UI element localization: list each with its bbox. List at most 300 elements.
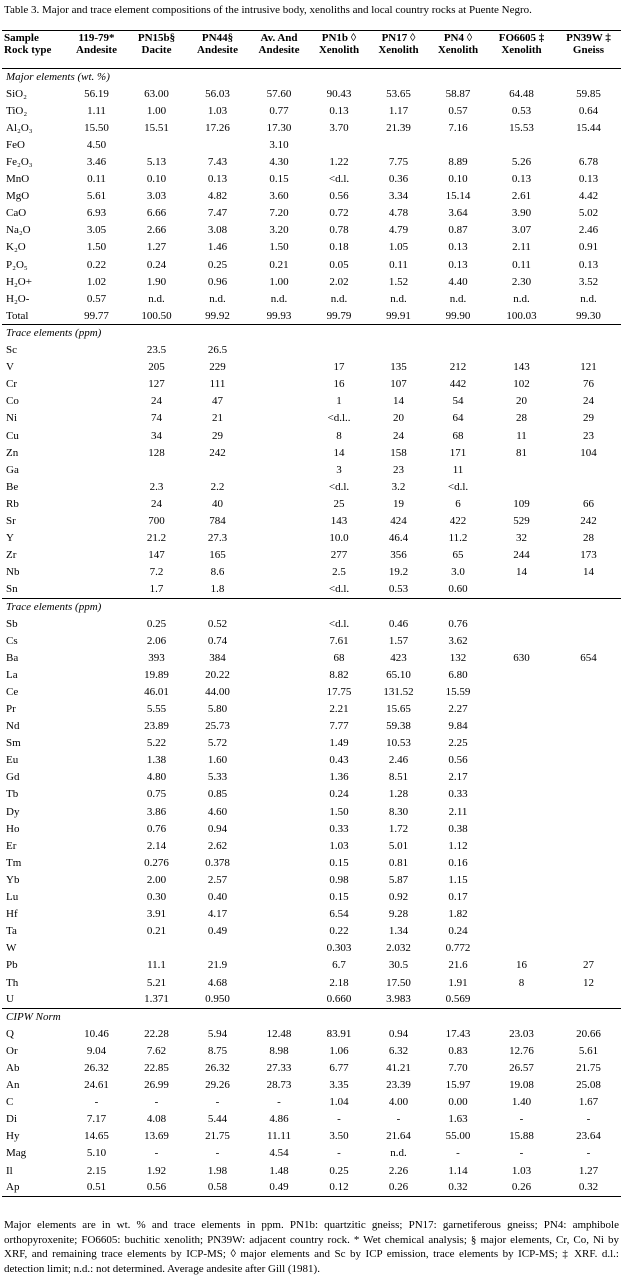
table-cell: 2.5 [332,566,346,579]
table-row [2,1094,621,1111]
table-cell [248,821,310,838]
row-label: MnO [6,173,30,186]
row-label: Fe₂O₃ [6,156,33,169]
table-cell: 41.21 [386,1061,411,1074]
table-cell [67,735,126,752]
table-cell [126,462,187,479]
table-cell [67,906,126,923]
table-row [2,684,621,701]
table-cell: 1.02 [86,275,107,288]
column-rock-type: Andesite [76,44,117,56]
table-cell [556,633,621,650]
table-cell [67,393,126,410]
table-cell: - [215,1096,220,1109]
table-cell: 15.59 [445,685,471,698]
table-cell: 5.80 [207,703,228,716]
table-row [2,103,621,120]
table-cell: 3.03 [146,190,167,203]
table-cell: 74 [151,412,162,425]
column-header [248,31,310,69]
row-label: Co [6,395,19,408]
table-cell: 7.62 [146,1044,167,1057]
table-cell [248,479,310,496]
table-cell: 1.15 [448,873,468,886]
table-cell [248,667,310,684]
table-cell: 0.53 [511,104,532,117]
table-cell: 6.93 [86,207,107,220]
table-cell [556,872,621,889]
table-cell: 15.88 [509,1130,534,1143]
table-cell [487,906,556,923]
table-cell: 24.61 [84,1079,109,1092]
table-cell: 17.50 [386,976,411,989]
table-cell: 630 [513,651,530,664]
table-cell: 57.60 [266,87,292,100]
table-cell: 2.27 [448,703,468,716]
table-cell: 6.78 [578,156,599,169]
table-cell [487,701,556,718]
table-cell: 0.53 [388,583,409,596]
table-cell: 19.2 [388,566,409,579]
table-cell: 135 [390,361,407,374]
table-cell: 384 [209,651,226,664]
row-label: Tb [6,788,19,801]
table-cell: 99.77 [84,309,109,322]
table-cell [487,342,556,359]
table-cell: 1.92 [146,1164,167,1177]
table-row [2,154,621,171]
table-cell: 23 [583,429,594,442]
column-sample-id: 119-79* [78,32,115,44]
table-cell: 2.06 [146,634,167,647]
table-cell: 2.2 [210,480,225,493]
table-cell: 1.98 [207,1164,228,1177]
table-cell: 132 [449,651,467,664]
table-row [2,821,621,838]
table-cell: 12 [583,976,594,989]
row-label: Y [6,532,14,545]
table-row [2,940,621,957]
table-cell: 11 [452,463,464,476]
table-row [2,1043,621,1060]
table-cell: 90.43 [326,87,352,100]
row-label: Ce [6,685,19,698]
table-row [2,650,621,667]
table-cell [487,923,556,940]
table-cell: 229 [209,361,226,374]
table-cell: n.d. [209,292,226,305]
table-cell: 10.0 [329,532,349,545]
table-cell: 0.94 [207,822,228,835]
table-cell [67,974,126,991]
table-cell: 1.82 [448,908,468,921]
table-cell: 7.16 [448,121,468,134]
row-label: FeO [6,138,25,151]
table-cell [368,137,429,154]
table-cell: n.d. [449,292,467,305]
table-row [2,906,621,923]
table-cell: 277 [330,549,348,562]
table-cell: 3.62 [448,634,468,647]
table-cell: 1.50 [329,805,349,818]
table-cell: 1.04 [329,1096,349,1109]
table-cell: 0.13 [448,258,468,271]
table-cell: 2.11 [512,241,531,254]
table-cell: 21 [212,412,223,425]
table-cell: 0.56 [126,1180,187,1197]
table-cell [67,667,126,684]
table-cell: 0.21 [269,258,289,271]
table-cell: 1.22 [329,156,349,169]
table-cell: 28.73 [266,1079,292,1092]
table-cell: 0.30 [146,891,167,904]
table-cell [248,752,310,769]
table-cell: 2.46 [388,754,409,767]
table-cell: 0.92 [388,891,409,904]
table-cell: 143 [330,514,348,527]
section-heading-row [2,598,621,615]
table-cell: 2.14 [146,839,167,852]
table-row [2,633,621,650]
table-cell: n.d. [330,292,348,305]
table-cell: 4.17 [207,908,228,921]
table-cell: 0.25 [329,1164,349,1177]
table-cell: - [337,1147,341,1160]
table-cell: 100.50 [141,309,172,322]
table-cell: n.d. [580,292,597,305]
column-rock-type: Andesite [258,44,300,56]
table-cell: 1.00 [146,104,167,117]
table-cell [556,735,621,752]
table-cell [487,855,556,872]
table-cell: 6 [455,497,461,510]
table-cell [248,342,310,359]
table-cell: 4.40 [448,275,468,288]
table-cell: 47 [212,395,223,408]
table-cell: 54 [452,395,464,408]
table-cell: 25.73 [205,720,230,733]
table-row [2,1145,621,1162]
row-label: H₂O- [6,292,30,305]
table-cell: 7.43 [207,156,228,169]
table-cell: 56.03 [205,87,230,100]
table-cell: 5.55 [146,703,167,716]
table-cell [487,752,556,769]
table-cell: 15.50 [84,121,109,134]
table-cell [67,769,126,786]
table-cell [67,633,126,650]
table-cell: 1.38 [146,754,167,767]
table-cell [487,616,556,633]
table-cell: 9.28 [388,908,409,921]
table-cell [248,393,310,410]
table-cell: 700 [148,514,165,527]
table-cell: 2.18 [329,976,349,989]
table-cell: 0.36 [388,173,409,186]
table-cell: 46.4 [388,532,409,545]
table-cell: 7.17 [86,1113,107,1126]
table-cell [67,992,126,1009]
table-cell: - [586,1113,591,1126]
table-cell: 5.02 [578,207,599,220]
table-cell [67,513,126,530]
table-cell: 0.21 [146,925,167,938]
table-cell: 3.70 [329,121,349,134]
table-cell [487,769,556,786]
table-cell: 0.33 [329,822,349,835]
table-cell: 158 [390,446,407,459]
table-cell: n.d. [390,292,407,305]
table-cell: 4.00 [388,1096,409,1109]
table-cell [248,838,310,855]
table-cell: 2.11 [448,805,468,818]
table-cell: 1.28 [388,788,409,801]
table-cell: 0.660 [326,993,352,1006]
table-cell: 11 [516,429,527,442]
table-cell: 2.032 [386,942,411,955]
table-cell: 3.46 [86,156,107,169]
row-label: U [6,993,14,1006]
table-cell: 5.61 [86,190,107,203]
table-cell [67,496,126,513]
table-cell: 0.58 [187,1180,248,1197]
table-cell: 1.57 [388,634,409,647]
table-cell [248,786,310,803]
table-cell: 143 [513,361,530,374]
table-cell: - [456,1147,460,1160]
table-cell: 1.34 [388,925,409,938]
table-cell [556,906,621,923]
table-cell: 2.26 [388,1164,409,1177]
column-header [67,31,126,69]
row-label: Ap [2,1180,67,1197]
table-cell [248,855,310,872]
table-cell: 10.46 [84,1027,109,1040]
table-cell: n.d. [390,1147,407,1160]
section-heading-row [2,325,621,342]
table-cell: 6.66 [146,207,167,220]
column-header [126,31,187,69]
table-cell [67,684,126,701]
table-row [2,547,621,564]
row-label: Sn [6,583,18,596]
table-row [2,1026,621,1043]
table-cell: 0.13 [207,173,228,186]
table-cell [429,137,487,154]
table-cell [67,376,126,393]
table-cell: 2.66 [146,224,167,237]
table-cell: 2.3 [149,480,164,493]
table-cell: 27.3 [207,532,228,545]
row-label: Di [6,1113,17,1126]
table-cell [248,804,310,821]
table-cell [67,410,126,427]
row-label: Sm [6,737,21,750]
table-cell: 26.5 [207,344,228,357]
column-sample-id: PN39W ‡ [566,32,611,44]
table-cell: 44.00 [205,685,230,698]
table-cell [67,359,126,376]
table-cell: 26.99 [144,1079,169,1092]
table-cell: 165 [209,549,226,562]
table-cell: 0.76 [146,822,167,835]
table-cell: 23.89 [144,720,169,733]
row-label: Al₂O₃ [6,121,33,134]
table-cell [248,684,310,701]
row-label: Ga [6,463,19,476]
table-cell: 4.82 [207,190,228,203]
table-cell: 171 [449,446,467,459]
table-cell: 4.80 [146,771,167,784]
table-cell: 4.54 [269,1147,289,1160]
table-cell [248,616,310,633]
table-cell [67,564,126,581]
table-cell: 2.30 [511,275,532,288]
table-cell: 4.60 [207,805,228,818]
row-label: Na₂O [6,224,31,237]
table-cell: 4.78 [388,207,409,220]
table-cell [310,342,368,359]
table-cell: 17.30 [266,121,292,134]
table-cell: 11.2 [448,532,468,545]
table-cell: 24 [151,497,162,510]
table-cell: 5.01 [388,839,409,852]
table-row [2,359,621,376]
table-cell: 3.35 [329,1079,349,1092]
table-cell [556,462,621,479]
table-cell: 26.32 [205,1061,230,1074]
table-cell: 356 [390,549,407,562]
table-cell [368,342,429,359]
column-sample-id: PN1b ◊ [321,32,357,44]
table-cell: 0.15 [329,856,349,869]
table-row [2,872,621,889]
table-cell: 11.11 [267,1130,291,1143]
table-cell: 1.46 [207,241,228,254]
table-cell: 14 [516,566,527,579]
table-cell [248,957,310,974]
table-cell: 0.11 [87,173,106,186]
column-sample-id: PN4 ◊ [443,32,473,44]
table-cell: 17 [333,361,345,374]
row-label: Pr [6,703,16,716]
table-cell [67,650,126,667]
table-cell: 21.9 [207,959,228,972]
table-cell: 68 [452,429,464,442]
table-cell: 27 [583,959,594,972]
table-cell: 2.57 [207,873,228,886]
table-cell: 173 [580,549,597,562]
table-cell: 107 [390,378,407,391]
table-cell: 128 [148,446,165,459]
table-cell: 0.15 [269,173,289,186]
table-cell [556,342,621,359]
table-cell: 0.56 [329,190,349,203]
table-row [2,137,621,154]
row-label: Tm [6,856,22,869]
table-cell [429,342,487,359]
row-label: Ba [6,651,19,664]
table-cell: 109 [513,497,530,510]
table-cell: 0.75 [146,788,167,801]
table-cell: 3.08 [207,224,228,237]
table-cell: - [337,1113,341,1126]
table-row [2,838,621,855]
table-cell: 5.33 [207,771,228,784]
table-row [2,1060,621,1077]
table-cell: 0.94 [388,1027,409,1040]
table-cell [487,838,556,855]
table-cell: 2.46 [578,224,599,237]
table-cell [248,633,310,650]
table-cell [487,633,556,650]
table-cell: 2.17 [448,771,468,784]
row-label: Hf [6,908,18,921]
table-cell: 0.40 [207,891,228,904]
table-cell: 3.50 [329,1130,349,1143]
table-cell: 0.49 [207,925,228,938]
header-sample-label: Sample [4,32,39,44]
table-cell: 0.87 [448,224,468,237]
table-cell [67,923,126,940]
table-cell: 0.64 [578,104,599,117]
table-cell: 1.05 [388,241,409,254]
table-cell: 23.03 [509,1027,534,1040]
table-cell [67,889,126,906]
table-cell: 40 [212,497,223,510]
table-cell: 15.51 [144,121,169,134]
table-cell [487,992,556,1009]
table-cell: 1.90 [146,275,167,288]
table-cell: n.d. [513,292,530,305]
table-cell: 22.28 [144,1027,169,1040]
table-cell: 17.75 [326,685,352,698]
table-cell: 58.87 [445,87,471,100]
table-cell [487,889,556,906]
table-cell [556,137,621,154]
table-cell: 0.22 [329,925,349,938]
table-cell: 1.11 [87,104,106,117]
composition-table [2,30,621,1197]
row-label: Be [6,480,19,493]
table-cell: 784 [209,514,226,527]
table-cell: 28 [516,412,527,425]
table-cell [67,530,126,547]
table-cell: 21.75 [205,1130,230,1143]
table-row [2,513,621,530]
table-cell: 0.22 [86,258,107,271]
table-row [2,86,621,103]
table-cell: 20.22 [205,668,230,681]
table-cell: 0.17 [448,891,468,904]
table-cell [556,838,621,855]
table-cell: 0.51 [67,1180,126,1197]
table-cell: 15.44 [576,121,601,134]
table-cell [556,616,621,633]
table-row [2,376,621,393]
table-cell: 59.85 [576,87,601,100]
table-cell: 6.77 [329,1061,349,1074]
table-cell [310,137,368,154]
table-cell [556,889,621,906]
row-label: Cu [6,429,19,442]
table-cell: 0.13 [578,258,599,271]
table-cell [556,684,621,701]
row-label: Total [6,309,29,322]
table-cell: 3.05 [86,224,107,237]
table-cell: 1.36 [329,771,349,784]
table-cell: 68 [333,651,345,664]
